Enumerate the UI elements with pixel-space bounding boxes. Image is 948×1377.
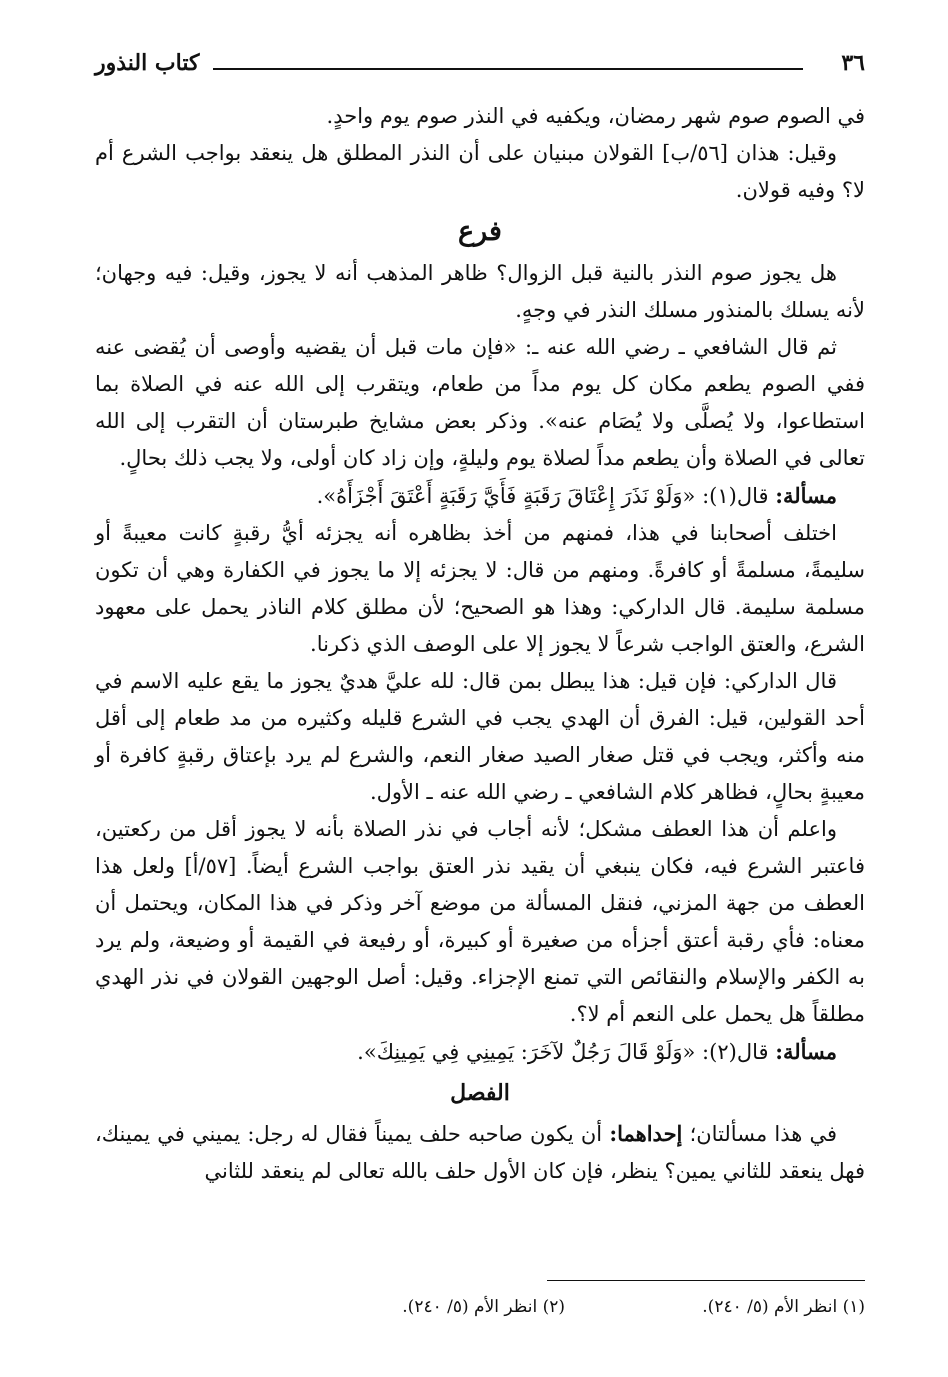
- paragraph: قال الداركي: فإن قيل: هذا يبطل بمن قال: لله عليَّ هديٌ يجوز ما يقع عليه الاسم في أحد القولين، قيل: الفرق أن الهدي يجب في الشرع قليله وكثيره من مد طعام إلى أقل منه وأكثر، ويجب في قتل صغار الصيد صغار النعم، والشرع لم يرد بإعتاق رقبةٍ كافرة أو معيبةٍ بحالٍ، فظاهر كلام الشافعي ـ رضي الله عنه ـ الأول.: [95, 669, 865, 804]
- paragraph: [95, 1115, 865, 1190]
- issue-label: مسألة:: [775, 483, 837, 508]
- footnote-rule: [547, 1280, 865, 1281]
- chapter-title: كتاب النذور: [95, 50, 200, 76]
- paragraph: ثم قال الشافعي ـ رضي الله عنه ـ: «فإن مات قبل أن يقضيه وأوصى أن يُقضى عنه ففي الصوم يطعم مكان كل يوم مداً من طعام، ويتقرب إلى الله عنه في الصلاة بما استطاعوا، ولا يُصلَّى ولا يُصَام عنه». وذكر بعض مشايخ طبرستان أن التقرب إلى الله تعالى في الصلاة وأن يطعم مداً لصلاة يوم وليلةٍ، وإن زاد كان أولى، ولا يجب ذلك بحالٍ.: [95, 335, 865, 470]
- paragraph: واعلم أن هذا العطف مشكل؛ لأنه أجاب في نذر الصلاة بأنه لا يجوز أقل من ركعتين، فاعتبر الشرع فيه، فكان ينبغي أن يقيد نذر العتق بواجب الشرع أيضاً. [٥٧/أ] ولعل هذا العطف من جهة المزني، فنقل المسألة من موضع آخر وذكر في هذا المكان، ويحتمل أن معناه: فأي رقبة أعتق أجزأه من صغيرة أو كبيرة، أو رفيعة في القيمة أو وضيعة، ولم يرد به الكفر والإسلام والنقائص التي تمنع الإجزاء. وقيل: أصل الوجهين القولان في نذر الهدي مطلقاً هل يحمل على النعم أم لا؟.: [95, 817, 865, 1026]
- header-rule: [213, 68, 803, 70]
- paragraph: اختلف أصحابنا في هذا، فمنهم من أخذ بظاهره أنه يجزئه أيُّ رقبةٍ كانت معيبةً أو سليمةً، مسلمةً أو كافرةً. ومنهم من قال: لا يجزئه إلا ما يجوز في الكفارة وهي أن تكون مسلمة سليمة. قال الداركي: وهذا هو الصحيح؛ لأن مطلق كلام الناذر يحمل على معهود الشرع، والعتق الواجب شرعاً لا يجوز إلا على الوصف الذي ذكرنا.: [95, 521, 865, 656]
- section-heading: الفصل: [450, 1080, 510, 1106]
- running-header: [95, 46, 865, 86]
- section-heading: فرع: [458, 216, 502, 247]
- paragraph: [95, 477, 865, 515]
- issue-quote: قال(٢): «وَلَوْ قَالَ رَجُلٌ لآخَرَ: يَمِينِي فِي يَمِينِكَ».: [357, 1040, 769, 1064]
- paragraph-text: أن يكون صاحبه حلف يميناً فقال له رجل: يميني في يمينك، فهل ينعقد للثاني يمين؟ ينظر، فإن كان الأول حلف بالله تعالى لم ينعقد للثاني: [95, 1122, 865, 1183]
- paragraph: وقيل: هذان [٥٦/ب] القولان مبنيان على أن النذر المطلق هل ينعقد بواجب الشرع أم لا؟ وفيه قولان.: [95, 141, 865, 202]
- paragraph-intro: في هذا مسألتان؛: [689, 1122, 838, 1146]
- paragraph: في الصوم صوم شهر رمضان، ويكفيه في النذر صوم يوم واحدٍ.: [326, 104, 865, 128]
- issue-quote: قال(١): «وَلَوْ نَذَرَ إِعْتَاقَ رَقَبَةٍ فَأَيَّ رَقَبَةٍ أَعْتَقَ أَجْزَأَهُ».: [316, 484, 769, 508]
- paragraph: [95, 1033, 865, 1071]
- book-page: [95, 0, 865, 1377]
- page-number: ٣٦: [841, 50, 865, 76]
- issue-label: إحداهما:: [609, 1121, 683, 1146]
- paragraph: هل يجوز صوم النذر بالنية قبل الزوال؟ ظاهر المذهب أنه لا يجوز، وقيل: فيه وجهان؛ لأنه يسلك بالمنذور مسلك النذر في وجهٍ.: [95, 261, 865, 322]
- issue-label: مسألة:: [775, 1039, 837, 1064]
- footnote-2: (٢) انظر الأم (٥/ ٢٤٠).: [402, 1297, 565, 1317]
- footnote-1: (١) انظر الأم (٥/ ٢٤٠).: [702, 1297, 865, 1317]
- main-text: [95, 98, 865, 1190]
